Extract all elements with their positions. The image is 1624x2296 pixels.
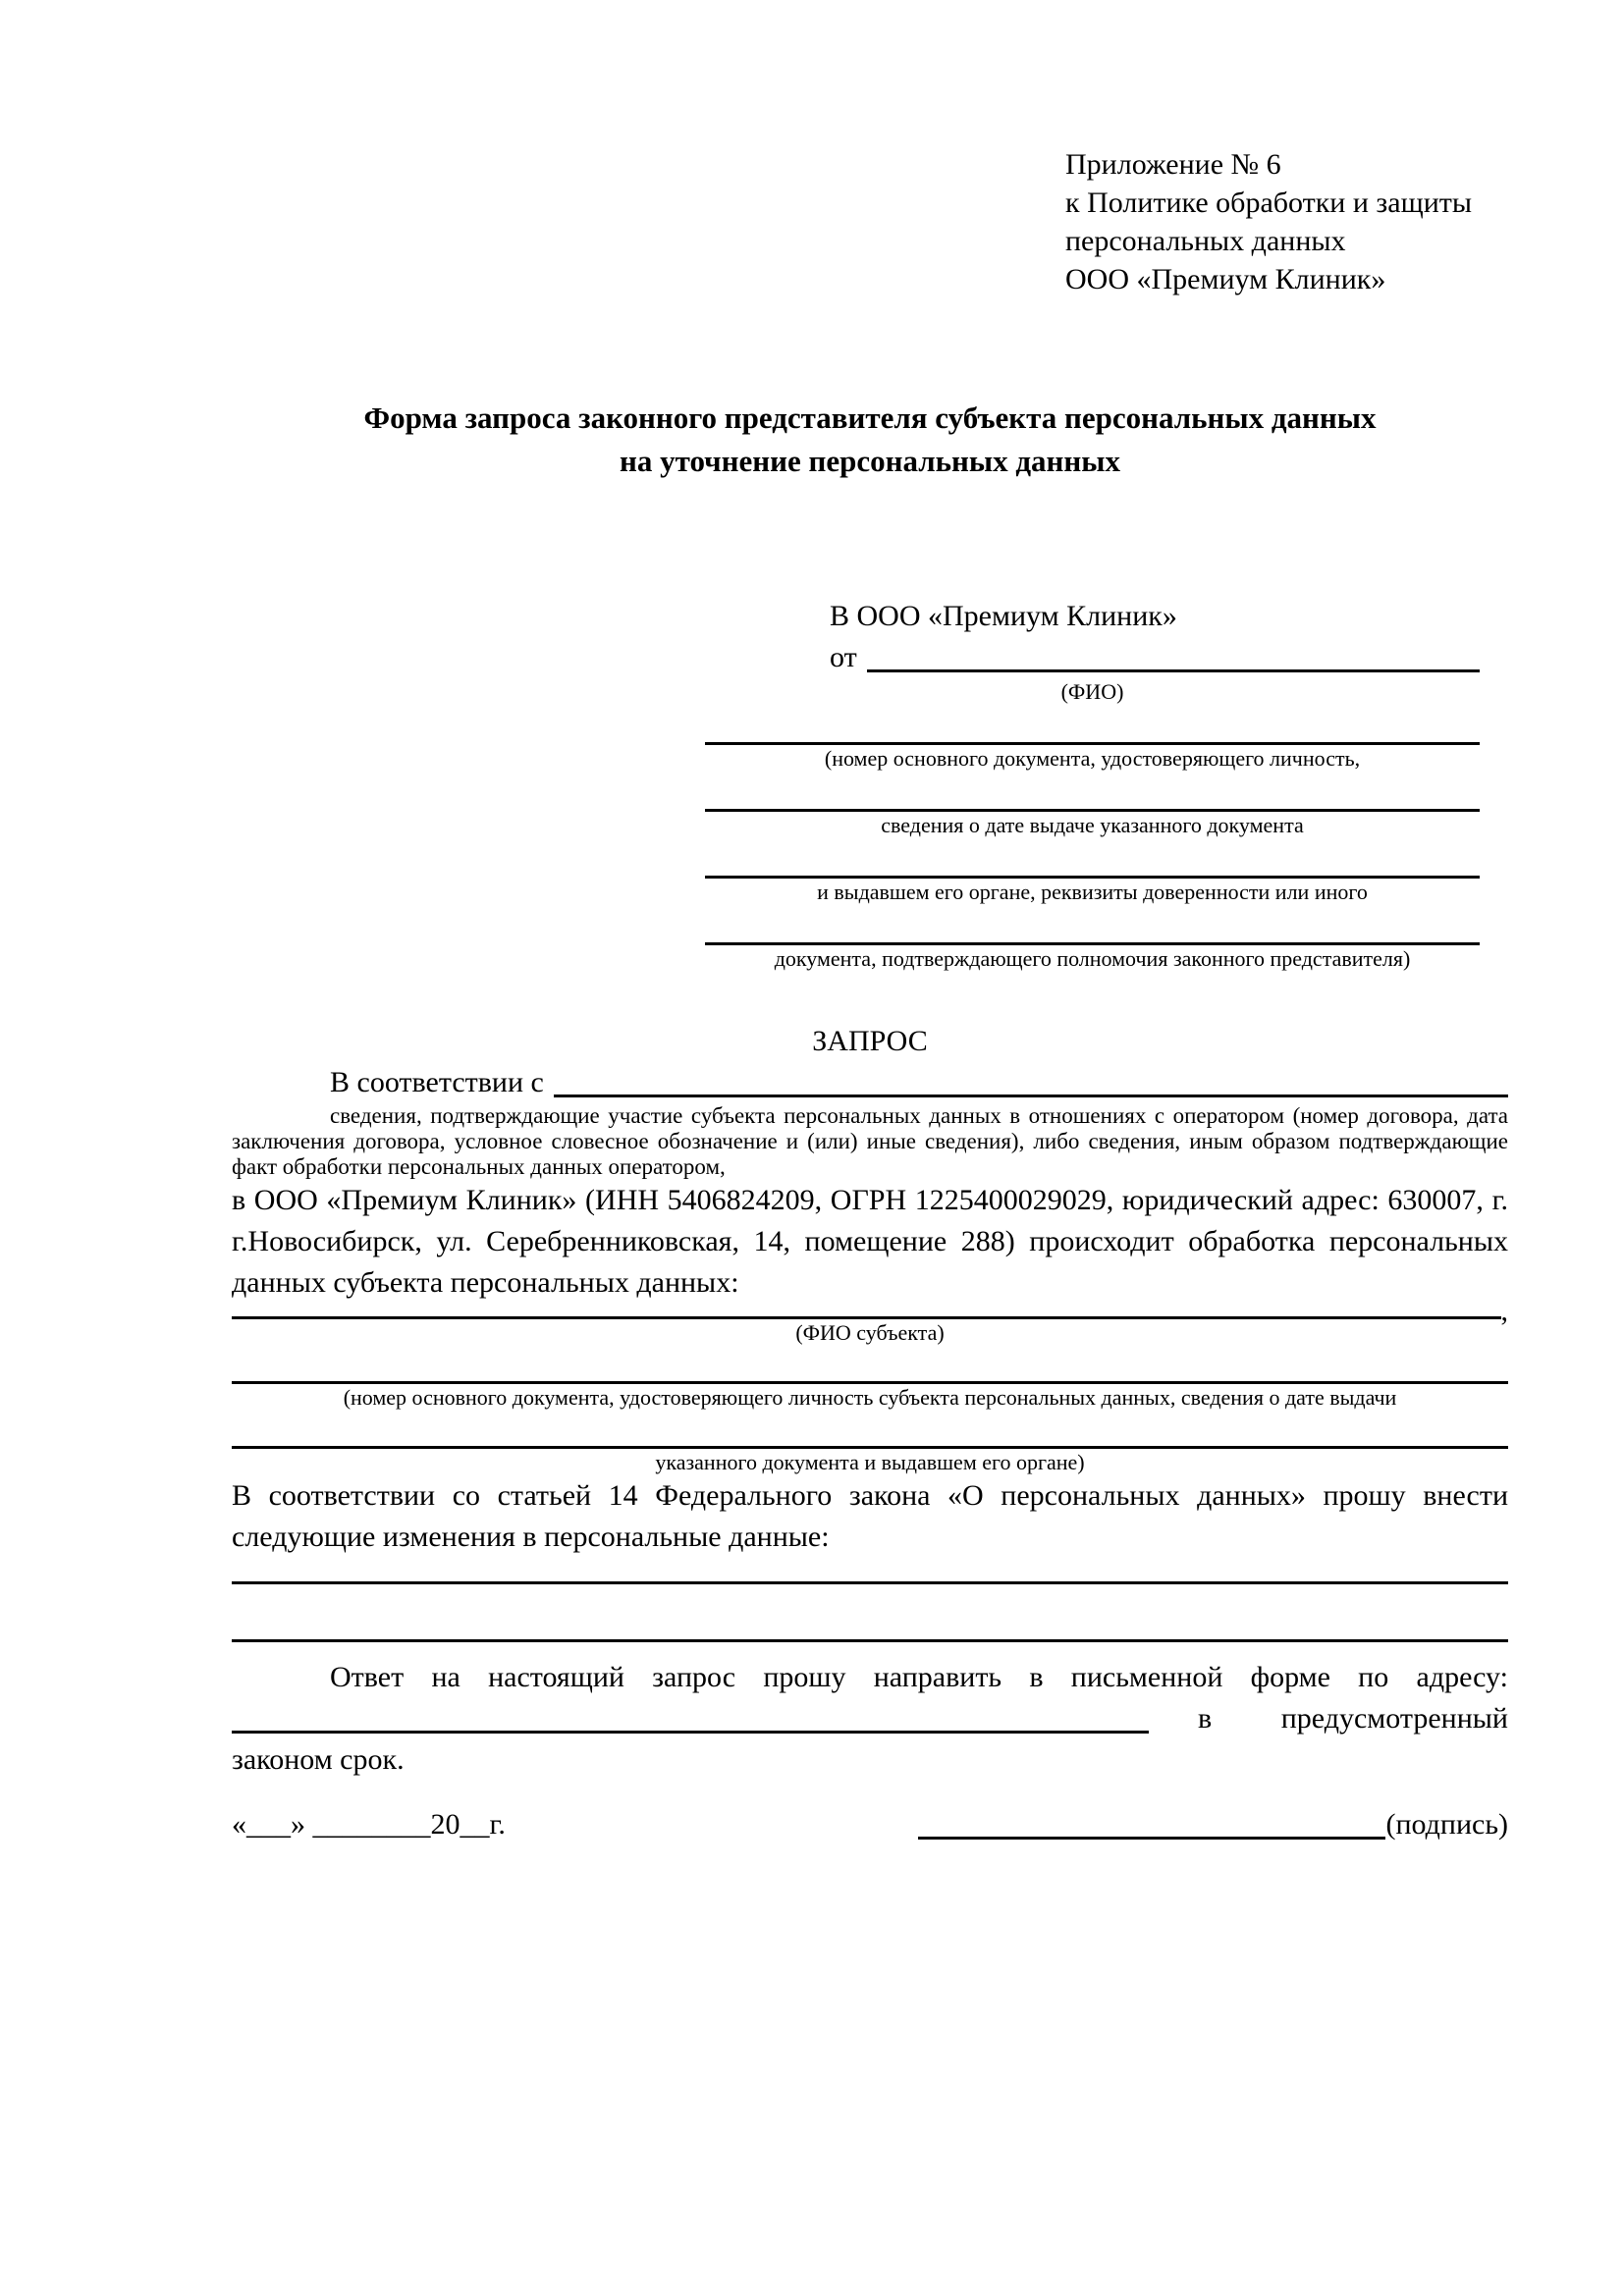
document-title (232, 397, 1508, 483)
document-content (232, 145, 1508, 1845)
addressee-to: В ООО «Премиум Клиник» (830, 600, 1177, 632)
fio-blank-line (867, 637, 1480, 672)
signature-caption: (подпись) (1385, 1808, 1508, 1841)
document-title-line: Форма запроса законного представителя субъекта персональных данных (363, 400, 1377, 435)
changes-blank-line-2 (232, 1584, 1508, 1642)
trailing-comma: , (1500, 1295, 1508, 1327)
accordance-label: В соответствии с (330, 1066, 544, 1098)
subject-fio-caption: (ФИО субъекта) (795, 1320, 945, 1345)
doc-number-blank-line (705, 705, 1480, 745)
issuing-authority-caption: и выдавшем его органе, реквизиты доверенности или иного (817, 880, 1368, 904)
answer-address-blank-line (232, 1698, 1149, 1734)
appendix-line: Приложение № 6 (1065, 148, 1281, 181)
article-paragraph: В соответствии со статьей 14 Федерального закона «О персональных данных» прошу внести следующие изменения в персональные данные: (232, 1479, 1508, 1553)
addressee-from-label: от (830, 641, 857, 673)
answer-tail (1149, 1698, 1508, 1739)
addressee-from-row (705, 637, 1480, 678)
addressee-block (705, 596, 1480, 972)
appendix-line: к Политике обработки и защиты (1065, 187, 1473, 219)
fio-caption: (ФИО) (1060, 679, 1124, 704)
subject-doc-caption-1: (номер основного документа, удостоверяющего личность субъекта персональных данных, сведения о дате выдачи (343, 1385, 1397, 1410)
issuing-authority-blank-line (705, 838, 1480, 879)
operator-paragraph: в ООО «Премиум Клиник» (ИНН 5406824209, ОГРН 1225400029029, юридический адрес: 630007, г. г.Новосибирск, ул. Серебренниковская, 14, помещение 288) происходит обработка персональных данных субъекта персональных данных: (232, 1184, 1508, 1299)
subject-doc-blank-line-2 (232, 1411, 1508, 1449)
changes-blank-line-1 (232, 1558, 1508, 1584)
accordance-row (232, 1062, 1508, 1103)
accordance-blank-line (554, 1062, 1508, 1097)
appendix-block (1065, 145, 1508, 298)
subject-fio-blank-row (232, 1295, 1508, 1327)
authority-doc-blank-line (705, 905, 1480, 945)
appendix-line: персональных данных (1065, 225, 1346, 257)
answer-address-row (232, 1698, 1508, 1739)
answer-sentence: Ответ на настоящий запрос прошу направить в письменной форме по адресу: (330, 1661, 1508, 1693)
footer-row (232, 1804, 1508, 1845)
signature-group (918, 1804, 1508, 1845)
request-heading: ЗАПРОС (812, 1025, 928, 1057)
answer-tail-line3: законом срок. (232, 1743, 405, 1776)
authority-doc-caption: документа, подтверждающего полномочия законного представителя) (774, 946, 1411, 971)
answer-tail-word: в (1198, 1702, 1213, 1735)
doc-number-caption: (номер основного документа, удостоверяющего личность, (824, 746, 1361, 771)
document-title-line: на уточнение персональных данных (620, 444, 1120, 478)
basis-caption: сведения, подтверждающие участие субъекта персональных данных в отношениях с оператором (номер договора, дата заключения договора, условное словесное обозначение и (или) иные сведения), либо сведения, иным образом подтверждающие факт обработки персональных данных оператором, (232, 1103, 1508, 1179)
signature-blank-line (918, 1837, 1385, 1840)
answer-tail-word: предусмотренный (1280, 1702, 1508, 1735)
subject-doc-blank-line (232, 1346, 1508, 1384)
date-line: «___» ________20__г. (232, 1808, 506, 1841)
issue-date-blank-line (705, 772, 1480, 812)
issue-date-caption: сведения о дате выдаче указанного документа (881, 813, 1304, 837)
appendix-line: ООО «Премиум Клиник» (1065, 263, 1386, 295)
subject-doc-caption-2: указанного документа и выдавшем его органе) (655, 1450, 1085, 1474)
